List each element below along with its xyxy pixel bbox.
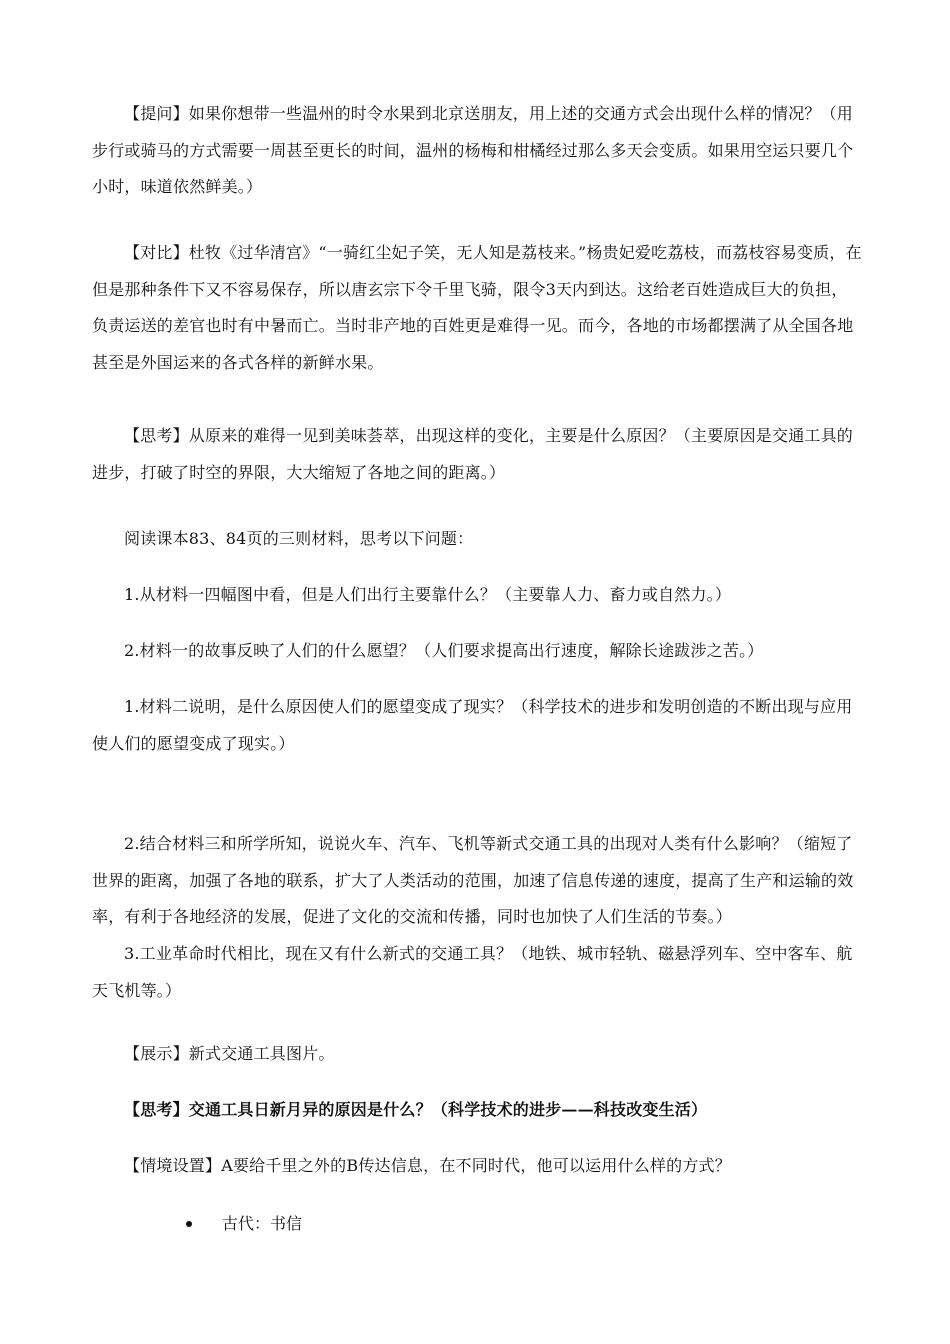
paragraph-q3-new-transport: 3.工业革命时代相比，现在又有什么新式的交通工具？（地铁、城市轻轨、磁悬浮列车、空中客车、航天飞机等。） — [92, 944, 853, 1000]
bullet-icon — [186, 1221, 192, 1227]
paragraph-reading-instruction: 阅读课本83、84页的三则材料，思考以下问题： — [124, 529, 474, 548]
paragraph-q1-material-two: 1.材料二说明，是什么原因使人们的愿望变成了现实？（科学技术的进步和发明创造的不断出现与应用使人们的愿望变成了现实。） — [92, 697, 853, 753]
paragraph-q1-material-one: 1.从材料一四幅图中看，但是人们出行主要靠什么？（主要靠人力、畜力或自然力。） — [124, 585, 732, 604]
list-item — [186, 1209, 302, 1239]
paragraph-q2-influence: 2.结合材料三和所学所知，说说火车、汽车、飞机等新式交通工具的出现对人类有什么影响？（缩短了世界的距离，加强了各地的联系，扩大了人类活动的范围，加速了信息传递的速度，提高了生产和运输的效率，有利于各地经济的发展，促进了文化的交流和传播，同时也加快了人们生活的节奏。） — [92, 834, 854, 926]
paragraph-q2-wish: 2.材料一的故事反映了人们的什么愿望？（人们要求提高出行速度，解除长途跋涉之苦。） — [124, 641, 764, 660]
paragraph-question-fruit: 【提问】如果你想带一些温州的时令水果到北京送朋友，用上述的交通方式会出现什么样的情况？（用步行或骑马的方式需要一周甚至更长的时间，温州的杨梅和柑橘经过那么多天会变质。如果用空运只要几个小时，味道依然鲜美。） — [92, 104, 854, 196]
list-item-text: 古代：书信 — [222, 1214, 303, 1233]
paragraph-think-reason: 【思考】从原来的难得一见到美味荟萃，出现这样的变化，主要是什么原因？（主要原因是交通工具的进步，打破了时空的界限，大大缩短了各地之间的距离。） — [92, 426, 854, 482]
paragraph-scenario: 【情境设置】A要给千里之外的B传达信息，在不同时代，他可以运用什么样的方式？ — [124, 1156, 731, 1175]
paragraph-contrast-lychee: 【对比】杜牧《过华清宫》“一骑红尘妃子笑，无人知是荔枝来。”杨贵妃爱吃荔枝，而荔枝容易变质，在但是那种条件下又不容易保存，所以唐玄宗下令千里飞骑，限令3天内到达。这给老百姓造成巨大的负担，负责运送的差官也时有中暑而亡。当时非产地的百姓更是难得一见。而今，各地的市场都摆满了从全国各地甚至是外国运来的各式各样的新鲜水果。 — [92, 243, 862, 372]
paragraph-show-pictures: 【展示】新式交通工具图片。 — [124, 1044, 335, 1063]
paragraph-think-tech: 【思考】交通工具日新月异的原因是什么？（科学技术的进步——科技改变生活） — [124, 1100, 708, 1119]
